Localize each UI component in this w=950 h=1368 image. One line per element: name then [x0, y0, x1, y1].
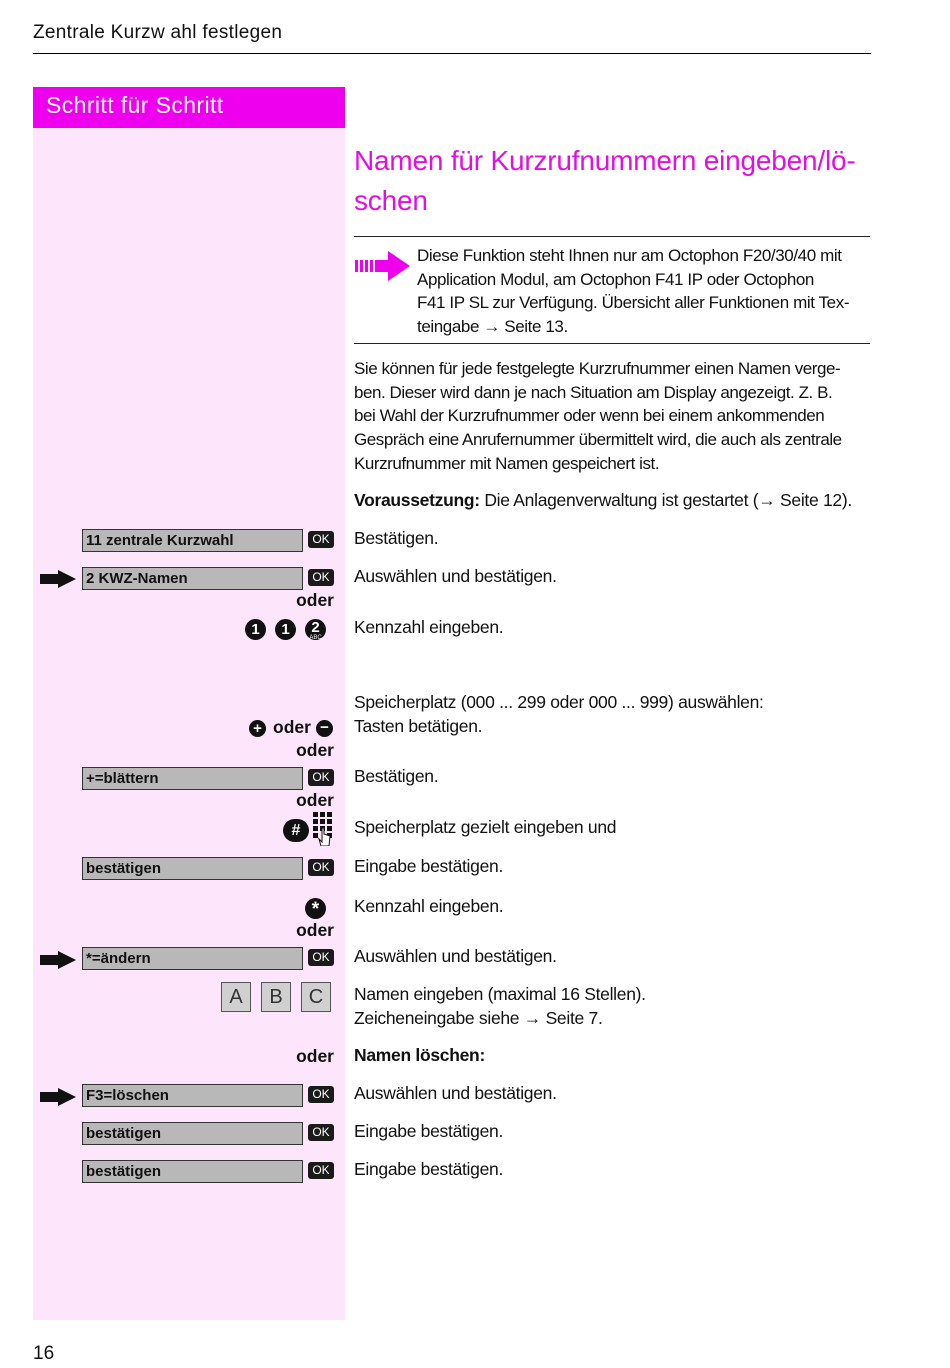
- title-line-2: schen: [354, 185, 428, 216]
- step-text: Bestätigen.: [354, 528, 439, 548]
- ok-key[interactable]: OK: [308, 531, 334, 548]
- ok-key[interactable]: OK: [308, 859, 334, 876]
- note-line-1: Diese Funktion steht Ihnen nur am Octophon F20/30/40 mit: [417, 246, 842, 265]
- plus-key-icon[interactable]: +: [249, 720, 266, 737]
- intro-line-1: Sie können für jede festgelegte Kurzrufnummer einen Namen verge-: [354, 359, 841, 378]
- step-text: Eingabe bestätigen.: [354, 856, 504, 876]
- oder-label: oder: [296, 790, 334, 810]
- note-arrow-icon: [355, 250, 411, 282]
- minus-key-icon[interactable]: −: [316, 720, 333, 737]
- step-by-step-heading-text: Schritt für Schritt: [46, 92, 224, 118]
- star-key-icon[interactable]: *: [305, 898, 326, 919]
- prerequisite: [354, 490, 852, 511]
- step-text: Zeicheneingabe siehe → Seite 7.: [354, 1008, 603, 1028]
- letter-key-b[interactable]: B: [261, 982, 291, 1012]
- step-text: Eingabe bestätigen.: [354, 1159, 504, 1179]
- step-text: Speicherplatz (000 ... 299 oder 000 ... 999) auswählen:: [354, 692, 764, 712]
- display-bestaetigen[interactable]: bestätigen: [82, 857, 303, 880]
- display-bestaetigen[interactable]: bestätigen: [82, 1160, 303, 1183]
- hash-key-icon[interactable]: #: [283, 819, 309, 842]
- oder-label: oder: [296, 590, 334, 610]
- oder-label: oder: [296, 1046, 334, 1066]
- letter-key-c[interactable]: C: [301, 982, 331, 1012]
- intro-line-5: Kurzrufnummer mit Namen gespeichert ist.: [354, 453, 660, 473]
- ok-key[interactable]: OK: [308, 769, 334, 786]
- display-blaettern[interactable]: +=blättern: [82, 767, 303, 790]
- select-arrow-icon: [40, 951, 76, 969]
- display-2-kwz-namen[interactable]: 2 KWZ-Namen: [82, 567, 303, 590]
- note-line-3: F41 IP SL zur Verfügung. Übersicht aller Funktionen mit Tex-: [417, 293, 850, 312]
- key-1-icon[interactable]: 1: [275, 619, 296, 640]
- section-title: [354, 141, 874, 221]
- display-bestaetigen[interactable]: bestätigen: [82, 1122, 303, 1145]
- intro-line-3: bei Wahl der Kurzrufnummer oder wenn bei einem ankommenden: [354, 406, 825, 426]
- oder-label: oder: [296, 920, 334, 940]
- step-text: Tasten betätigen.: [354, 716, 483, 736]
- running-header: Zentrale Kurzw ahl festlegen: [33, 22, 283, 43]
- step-text: Namen eingeben (maximal 16 Stellen).: [354, 984, 646, 1004]
- note-line-2: Application Modul, am Octophon F41 IP oder Octophon: [417, 269, 814, 289]
- ok-key[interactable]: OK: [308, 949, 334, 966]
- ok-key[interactable]: OK: [308, 1162, 334, 1179]
- intro-line-2: ben. Dieser wird dann je nach Situation am Display angezeigt. Z. B.: [354, 382, 833, 402]
- keypad-icon[interactable]: [311, 812, 335, 846]
- title-line-1: Namen für Kurzrufnummern eingeben/lö-: [354, 145, 856, 176]
- key-2-icon[interactable]: [305, 619, 326, 640]
- select-arrow-icon: [40, 570, 76, 588]
- step-text: Kennzahl eingeben.: [354, 896, 504, 916]
- note-bottom-rule: [354, 343, 870, 344]
- note-top-rule: [354, 236, 870, 237]
- step-text: Auswählen und bestätigen.: [354, 946, 557, 966]
- intro-line-4: Gespräch eine Anrufernummer übermittelt wird, die auch als zentrale: [354, 430, 842, 450]
- header-rule: [33, 53, 871, 54]
- letter-key-a[interactable]: A: [221, 982, 251, 1012]
- step-text: Eingabe bestätigen.: [354, 1121, 504, 1141]
- ok-key[interactable]: OK: [308, 1086, 334, 1103]
- step-text: Bestätigen.: [354, 766, 439, 786]
- key-2-digit: 2: [311, 619, 320, 636]
- note-text: [417, 244, 877, 338]
- display-11-zentrale-kurzwahl[interactable]: 11 zentrale Kurzwahl: [82, 529, 303, 552]
- step-by-step-heading: [33, 87, 345, 128]
- display-f3-loeschen[interactable]: F3=löschen: [82, 1084, 303, 1107]
- ok-key[interactable]: OK: [308, 1124, 334, 1141]
- intro-paragraph: [354, 357, 874, 476]
- step-text: Speicherplatz gezielt eingeben und: [354, 817, 617, 837]
- key-1-icon[interactable]: 1: [245, 619, 266, 640]
- delete-names-heading: Namen löschen:: [354, 1045, 485, 1065]
- step-text: Auswählen und bestätigen.: [354, 566, 557, 586]
- ok-key[interactable]: OK: [308, 569, 334, 586]
- note-line-4: teingabe → Seite 13.: [417, 316, 568, 336]
- oder-label: oder: [296, 740, 334, 760]
- prerequisite-label: Voraussetzung:: [354, 490, 480, 510]
- step-text: Kennzahl eingeben.: [354, 617, 504, 637]
- step-text: Auswählen und bestätigen.: [354, 1083, 557, 1103]
- select-arrow-icon: [40, 1088, 76, 1106]
- oder-label: oder: [273, 717, 311, 737]
- key-2-letters: ABC: [309, 635, 322, 641]
- prerequisite-text: Die Anlagenverwaltung ist gestartet (→ Seite 12).: [479, 490, 852, 510]
- display-aendern[interactable]: *=ändern: [82, 947, 303, 970]
- page-number: 16: [33, 1343, 55, 1364]
